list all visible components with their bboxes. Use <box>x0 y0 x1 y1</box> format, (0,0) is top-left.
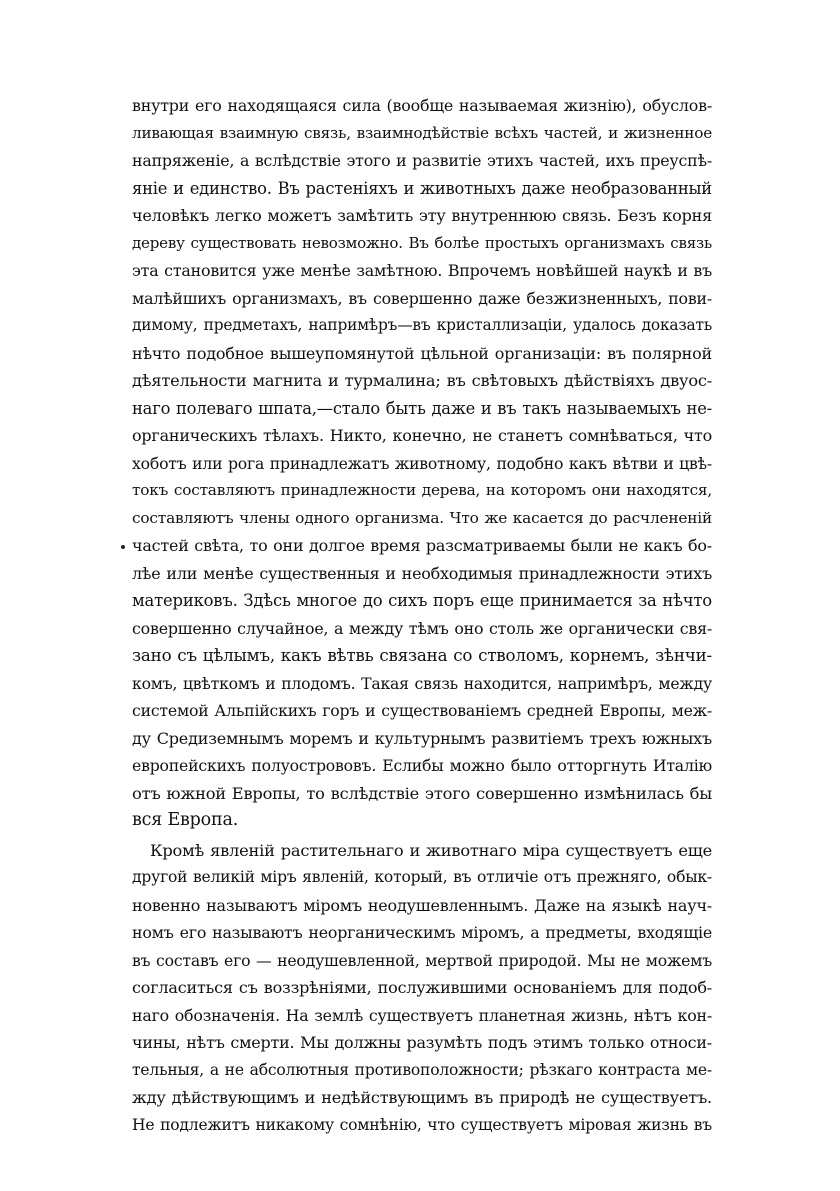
text-line: лѣе или менѣе существенныя и необходимыя принадлежности этихъ <box>132 563 712 583</box>
text-line: зано съ цѣлымъ, какъ вѣтвь связана со стволомъ, корнемъ, зѣнчи- <box>132 645 712 665</box>
text-line: отъ южной Европы, то вслѣдствіе этого совершенно измѣнилась бы <box>132 783 712 803</box>
text-line: другой великій міръ явленій, который, въ отличіе отъ прежняго, обык- <box>132 868 712 886</box>
text-line: совершенно случайное, а между тѣмъ оно столь же органически свя- <box>132 618 712 638</box>
text-line: напряженіе, а вслѣдствіе этого и развитіе этихъ частей, ихъ преуспѣ- <box>132 151 712 170</box>
text-line: материковъ. Здѣсь многое до сихъ поръ еще принимается за нѣчто <box>132 591 712 610</box>
text-line: нѣчто подобное вышеупомянутой цѣльной организаціи: въ полярной <box>132 343 712 363</box>
text-line: яніе и единство. Въ растеніяхъ и животныхъ даже необразованный <box>132 178 712 198</box>
text-line: ду Средиземнымъ моремъ и культурнымъ развитіемъ трехъ южныхъ <box>132 728 712 748</box>
text-line: эта становится уже менѣе замѣтною. Впрочемъ новѣйшей наукѣ и въ <box>132 261 712 280</box>
text-line: Не подлежитъ никакому сомнѣнію, что существуетъ міровая жизнь въ <box>132 1115 712 1134</box>
text-line: наго обозначенія. На землѣ существуетъ планетная жизнь, нѣтъ кон- <box>132 1005 712 1025</box>
text-line: частей свѣта, то они долгое время разсматриваемы были не какъ бо- <box>132 536 712 555</box>
text-line: европейскихъ полуострововъ. Еслибы можно было отторгнуть Италію <box>132 756 712 775</box>
body-text <box>132 92 712 1139</box>
text-line: комъ, цвѣткомъ и плодомъ. Такая связь находится, напримѣръ, между <box>132 673 712 693</box>
text-line: человѣкъ легко можетъ замѣтить эту внутреннюю связь. Безъ корня <box>132 206 712 225</box>
text-line: системой Альпійскихъ горъ и существованіемъ средней Европы, меж- <box>132 701 712 720</box>
text-line: чины, нѣтъ смерти. Мы должны разумѣть подъ этимъ только относи- <box>132 1033 712 1052</box>
text-line: составляютъ члены одного организма. Что же касается до расчлененій <box>132 508 712 527</box>
text-line: димому, предметахъ, напримѣръ—въ кристаллизаціи, удалось доказать <box>132 316 712 334</box>
text-line: въ составъ его — неодушевленной, мертвой природой. Мы не можемъ <box>132 950 712 970</box>
text-line: ливающая взаимную связь, взаимнодѣйствіе всѣхъ частей, и жизненное <box>132 123 712 142</box>
text-line: новенно называютъ міромъ неодушевленнымъ. Даже на языкѣ науч- <box>132 895 712 915</box>
text-line: жду дѣйствующимъ и недѣйствующимъ въ природѣ не существуетъ. <box>132 1088 712 1107</box>
text-line: токъ составляютъ принадлежности дерева, на которомъ они находятся, <box>132 481 712 499</box>
text-line: номъ его называютъ неорганическимъ міромъ, а предметы, входящіе <box>132 923 712 942</box>
text-line: тельныя, а не абсолютныя противоположности; рѣзкаго контраста ме- <box>132 1060 712 1079</box>
text-line: дѣятельности магнита и турмалина; въ свѣтовыхъ дѣйствіяхъ двуос- <box>132 371 712 390</box>
text-line: малѣйшихъ организмахъ, въ совершенно даже безжизненныхъ, пови- <box>132 288 712 308</box>
text-line: наго полеваго шпата,—стало быть даже и въ такъ называемыхъ не- <box>132 398 712 418</box>
ink-speck <box>121 545 125 549</box>
text-line: вся Европа. <box>132 810 239 830</box>
text-line: Кромѣ явленій растительнаго и животнаго міра существуетъ еще <box>150 840 712 860</box>
text-line: дереву существовать невозможно. Въ болѣе простыхъ организмахъ связь <box>132 233 712 252</box>
text-line: внутри его находящаяся сила (вообще называемая жизнію), обуслов- <box>132 96 712 115</box>
text-line: органическихъ тѣлахъ. Никто, конечно, не станетъ сомнѣваться, что <box>132 426 712 445</box>
text-line: хоботъ или рога принадлежатъ животному, подобно какъ вѣтви и цвѣ- <box>132 453 712 473</box>
text-line: согласиться съ воззрѣніями, послужившими основаніемъ для подоб- <box>132 978 712 997</box>
